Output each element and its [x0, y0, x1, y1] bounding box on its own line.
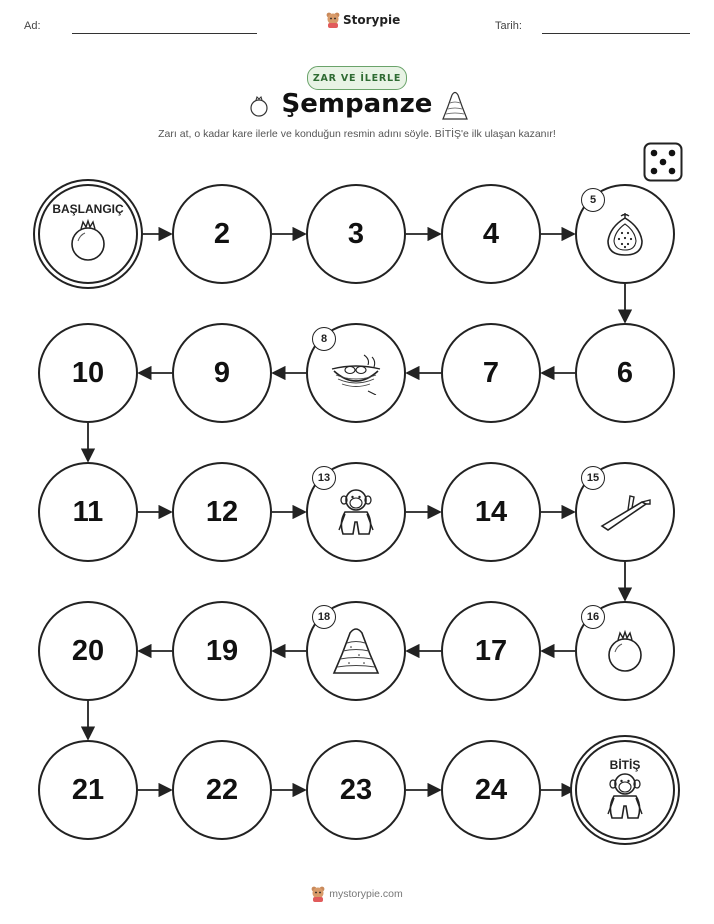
space-number: 17: [474, 634, 508, 667]
start-label: BAŞLANGIÇ: [52, 202, 124, 216]
bear-mascot-icon: [311, 886, 325, 902]
board-space-19[interactable]: [172, 601, 272, 701]
space-number: 7: [482, 356, 500, 389]
footer: [0, 886, 714, 902]
space-number: 9: [213, 356, 231, 389]
board-space-9[interactable]: [172, 323, 272, 423]
board-space-10[interactable]: [38, 323, 138, 423]
board-space-22[interactable]: [172, 740, 272, 840]
space-number: 24: [474, 773, 508, 806]
space-number: 11: [72, 495, 104, 528]
board-space-20[interactable]: [38, 601, 138, 701]
space-number-badge: 8: [312, 327, 336, 351]
board-space-24[interactable]: [441, 740, 541, 840]
board-space-7[interactable]: [441, 323, 541, 423]
brand-name: Storypie: [343, 13, 401, 27]
space-number: 3: [347, 217, 365, 250]
board-space-8[interactable]: [306, 323, 406, 423]
board-space-14[interactable]: [441, 462, 541, 562]
board-space-3[interactable]: [306, 184, 406, 284]
space-number: 6: [616, 356, 634, 389]
page-title: Şempanze: [281, 89, 433, 119]
space-number-badge: 16: [581, 605, 605, 629]
space-number-badge: 5: [581, 188, 605, 212]
space-number: 21: [71, 773, 105, 806]
space-number: 12: [205, 495, 239, 528]
board-space-21[interactable]: [38, 740, 138, 840]
board-space-5[interactable]: [575, 184, 675, 284]
board-space-15[interactable]: [575, 462, 675, 562]
space-number: 10: [71, 356, 105, 389]
board-space-13[interactable]: [306, 462, 406, 562]
space-number: 19: [205, 634, 239, 667]
finish-label: BİTİŞ: [609, 758, 641, 772]
space-number: 4: [482, 217, 500, 250]
start-space[interactable]: [38, 184, 138, 284]
board-space-4[interactable]: [441, 184, 541, 284]
space-number: 14: [474, 495, 508, 528]
space-number: 23: [339, 773, 373, 806]
board-space-2[interactable]: [172, 184, 272, 284]
board-space-11[interactable]: [38, 462, 138, 562]
board-space-12[interactable]: [172, 462, 272, 562]
name-label: Ad:: [24, 20, 41, 32]
board-space-17[interactable]: [441, 601, 541, 701]
instructions: Zarı at, o kadar kare ilerle ve konduğun resmin adını söyle. BİTİŞ'e ilk ulaşan kazanır!: [158, 128, 556, 140]
space-number-badge: 15: [581, 466, 605, 490]
space-number: 22: [205, 773, 239, 806]
board-space-16[interactable]: [575, 601, 675, 701]
footer-url[interactable]: mystorypie.com: [329, 888, 403, 900]
date-label: Tarih:: [495, 20, 522, 32]
board-space-18[interactable]: [306, 601, 406, 701]
activity-badge: ZAR VE İLERLE: [307, 66, 407, 90]
space-number-badge: 18: [312, 605, 336, 629]
space-number-badge: 13: [312, 466, 336, 490]
finish-space[interactable]: [575, 740, 675, 840]
space-number: 20: [71, 634, 105, 667]
board-space-6[interactable]: [575, 323, 675, 423]
space-number: 2: [213, 217, 231, 250]
board-space-23[interactable]: [306, 740, 406, 840]
